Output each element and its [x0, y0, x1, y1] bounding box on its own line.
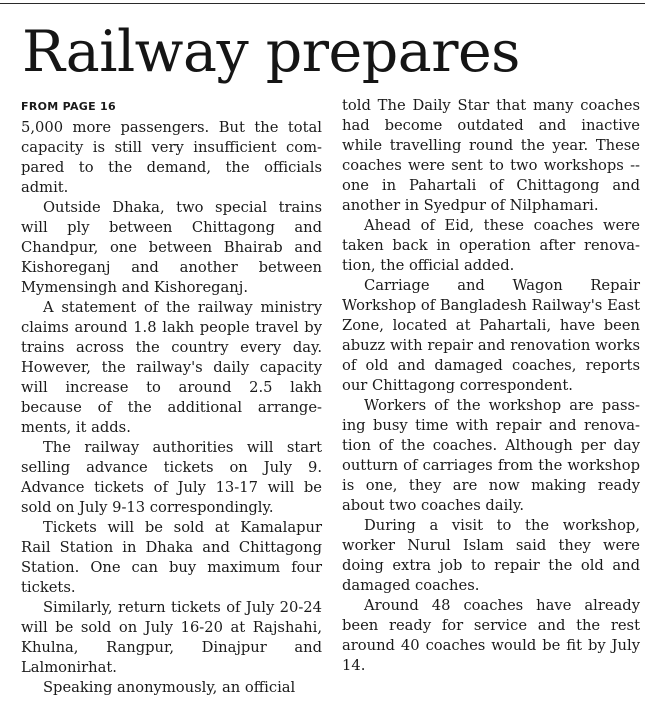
top-rule [0, 3, 645, 4]
paragraph: told The Daily Star that many coaches had become outdated and inactive while travelling round the year. These coaches were sent to two workshops -- one in Pahartali of Chittagong and another in Syedpur of Nilphamari. [342, 97, 640, 214]
paragraph: During a visit to the workshop, worker Nurul Islam said they were doing extra job to repair the old and damaged coaches. [342, 517, 640, 594]
paragraph: The railway authorities will start selling advance tickets on July 9. Advance tickets of July 13-17 will be sold on July 9-13 correspondingly. [21, 439, 322, 516]
paragraph: Ahead of Eid, these coaches were taken back in operation after renovation, the official added. [342, 217, 640, 274]
jump-from-label: FROM PAGE 16 [21, 100, 116, 113]
article-column-left [21, 96, 322, 698]
paragraph: A statement of the railway ministry claims around 1.8 lakh people travel by trains across the country every day. However, the railway's daily capacity will increase to around 2.5 lakh because of the additional arrangements, it adds. [21, 299, 322, 436]
paragraph: Similarly, return tickets of July 20-24 will be sold on July 16-20 at Rajshahi, Khulna, Rangpur, Dinajpur and Lalmonirhat. [21, 599, 322, 676]
paragraph: Speaking anonymously, an official [43, 679, 296, 696]
paragraph: Carriage and Wagon Repair Workshop of Bangladesh Railway's East Zone, located at Pahartali, have been abuzz with repair and renovation works of old and damaged coaches, reports our Chittagong correspondent. [342, 277, 640, 394]
paragraph: 5,000 more passengers. But the total capacity is still very insufficient compared to the demand, the officials admit. [21, 119, 322, 196]
headline: Railway prepares [22, 19, 520, 85]
paragraph: Around 48 coaches have already been ready for service and the rest around 40 coaches would be fit by July 14. [342, 597, 640, 674]
paragraph: Outside Dhaka, two special trains will ply between Chittagong and Chandpur, one between Bhairab and Kishoreganj and another between Mymensingh and Kishoreganj. [21, 199, 322, 296]
paragraph: Workers of the workshop are passing busy time with repair and renovation of the coaches. Although per day outturn of carriages from the workshop is one, they are now making ready about two coaches daily. [342, 397, 640, 514]
article-column-right [342, 96, 640, 676]
paragraph: Tickets will be sold at Kamalapur Rail Station in Dhaka and Chittagong Station. One can buy maximum four tickets. [21, 519, 322, 596]
